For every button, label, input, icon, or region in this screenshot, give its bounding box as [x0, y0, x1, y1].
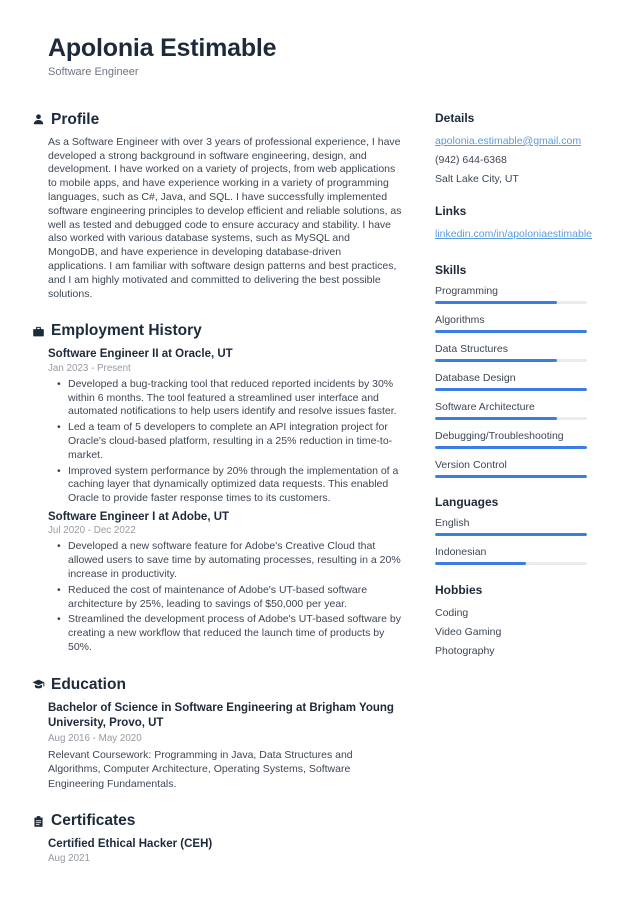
skill-item: [435, 458, 587, 478]
language-bar-track: [435, 562, 587, 565]
skill-item: [435, 284, 587, 304]
certificate-dates: Aug 2021: [48, 853, 90, 865]
skill-label: Database Design: [435, 371, 516, 384]
job-bullet: • Improved system performance by 20% through the implementation of a caching layer that dynamically optimized data requests. This enabled Oracle to provide faster response times to its customers.: [48, 465, 402, 506]
language-label: English: [435, 516, 470, 529]
skill-bar-track: [435, 475, 587, 478]
section-profile: [48, 111, 402, 302]
header: [48, 34, 590, 78]
job-bullet-list: [48, 540, 402, 654]
job-bullet: • Developed a new software feature for Adobe's Creative Cloud that allowed users to save time by automating processes, resulting in a 20% increase in productivity.: [48, 540, 402, 581]
skill-label: Debugging/Troubleshooting: [435, 429, 564, 442]
person-icon: [32, 113, 45, 126]
skill-bar-fill: [435, 475, 587, 478]
skill-bar-track: [435, 446, 587, 449]
main-column: [48, 111, 402, 886]
job-entry: [48, 510, 402, 655]
section-education: [48, 676, 402, 792]
employment-heading: Employment History: [51, 322, 202, 340]
clipboard-icon: [32, 815, 45, 828]
skill-item: [435, 400, 587, 420]
job-title: Software Engineer II at Oracle, UT: [48, 348, 233, 361]
hobby-item: Photography: [435, 644, 495, 657]
certificate-title: Certified Ethical Hacker (CEH): [48, 838, 213, 851]
graduation-cap-icon: [32, 678, 45, 691]
person-name: Apolonia Estimable: [48, 34, 277, 62]
details-heading: Details: [435, 110, 475, 125]
job-bullet: • Developed a bug-tracking tool that reduced reported incidents by 30% within 6 months. The tool featured a streamlined user interface and automated notifications to help users identify and resolve issues faster.: [48, 378, 402, 419]
links-heading: Links: [435, 203, 467, 218]
skill-item: [435, 371, 587, 391]
person-job-title: Software Engineer: [48, 65, 139, 78]
email-link[interactable]: apolonia.estimable@gmail.com: [435, 134, 582, 147]
language-item: [435, 516, 587, 536]
skill-label: Programming: [435, 284, 499, 297]
language-label: Indonesian: [435, 545, 487, 558]
education-dates: Aug 2016 - May 2020: [48, 732, 142, 744]
section-employment: [48, 322, 402, 655]
location-text: Salt Lake City, UT: [435, 172, 519, 185]
skill-item: [435, 313, 587, 333]
skill-item: [435, 429, 587, 449]
skill-item: [435, 342, 587, 362]
skill-bar-track: [435, 417, 587, 420]
briefcase-icon: [32, 325, 45, 338]
education-heading: Education: [51, 675, 126, 693]
job-dates: Jan 2023 - Present: [48, 362, 131, 374]
skill-bar-track: [435, 359, 587, 362]
phone-number: (942) 644-6368: [435, 153, 507, 166]
skill-bar-fill: [435, 330, 587, 333]
skills-heading: Skills: [435, 262, 467, 277]
language-bar-fill: [435, 562, 526, 565]
sidebar-details: [435, 111, 587, 189]
skill-bar-track: [435, 330, 587, 333]
sidebar-links: [435, 203, 593, 244]
sidebar-hobbies: [435, 583, 587, 661]
skill-bar-fill: [435, 359, 557, 362]
skill-label: Version Control: [435, 458, 507, 471]
job-bullet: • Led a team of 5 developers to complete an API integration project for Oracle's cloud-based platform, resulting in a 25% reduction in time-to-market.: [48, 421, 402, 462]
job-bullet: • Streamlined the development process of Adobe's UT-based software by creating a new workflow that reduced the launch time of products by 50%.: [48, 613, 402, 654]
language-bar-track: [435, 533, 587, 536]
skill-bar-fill: [435, 388, 587, 391]
certificate-entry: [48, 837, 402, 864]
skill-bar-track: [435, 388, 587, 391]
languages-heading: Languages: [435, 494, 499, 509]
language-bar-fill: [435, 533, 587, 536]
sidebar-languages: [435, 495, 587, 565]
language-item: [435, 545, 587, 565]
education-degree: Bachelor of Science in Software Engineering at Brigham Young University, Provo, UT: [48, 701, 394, 729]
job-title: Software Engineer I at Adobe, UT: [48, 510, 230, 523]
skill-bar-fill: [435, 446, 587, 449]
hobby-item: Video Gaming: [435, 625, 502, 638]
skill-label: Software Architecture: [435, 400, 535, 413]
profile-heading: Profile: [51, 110, 100, 128]
skill-bar-fill: [435, 301, 557, 304]
hobbies-heading: Hobbies: [435, 582, 483, 597]
skill-bar-track: [435, 301, 587, 304]
job-bullet: • Reduced the cost of maintenance of Adobe's UT-based software architecture by 25%, leading to savings of $50,000 per year.: [48, 584, 402, 612]
linkedin-link[interactable]: linkedin.com/in/apoloniaestimable: [435, 227, 593, 240]
education-coursework: Relevant Coursework: Programming in Java, Data Structures and Algorithms, Computer Architecture, Operating Systems, Software Engineering Fundamentals.: [48, 748, 353, 790]
skill-label: Data Structures: [435, 342, 508, 355]
job-dates: Jul 2020 - Dec 2022: [48, 525, 136, 537]
job-entry: [48, 347, 402, 506]
sidebar: [435, 110, 593, 886]
skill-label: Algorithms: [435, 313, 485, 326]
sidebar-skills: [435, 263, 587, 478]
section-certificates: [48, 812, 402, 864]
job-bullet-list: [48, 378, 402, 506]
hobby-item: Coding: [435, 606, 469, 619]
certificates-heading: Certificates: [51, 812, 136, 830]
skill-bar-fill: [435, 417, 557, 420]
profile-text: As a Software Engineer with over 3 years of professional experience, I have developed a strong background in software engineering, design, and development. I have worked on a variety of projects, from web applications to mobile apps, and have experience working in a variety of programming languages, such as C#, Java, and SQL. I have successfully implemented software engineering principles to develop efficient and reliable solutions, as well as tested and debugged code to ensure accuracy and stability. I have also worked with various database systems, such as MySQL and MongoDB, and have experience in developing database-driven applications. I am familiar with software design patterns and best practices, and I am highly motivated and committed to delivering the best possible solutions.: [48, 135, 402, 300]
